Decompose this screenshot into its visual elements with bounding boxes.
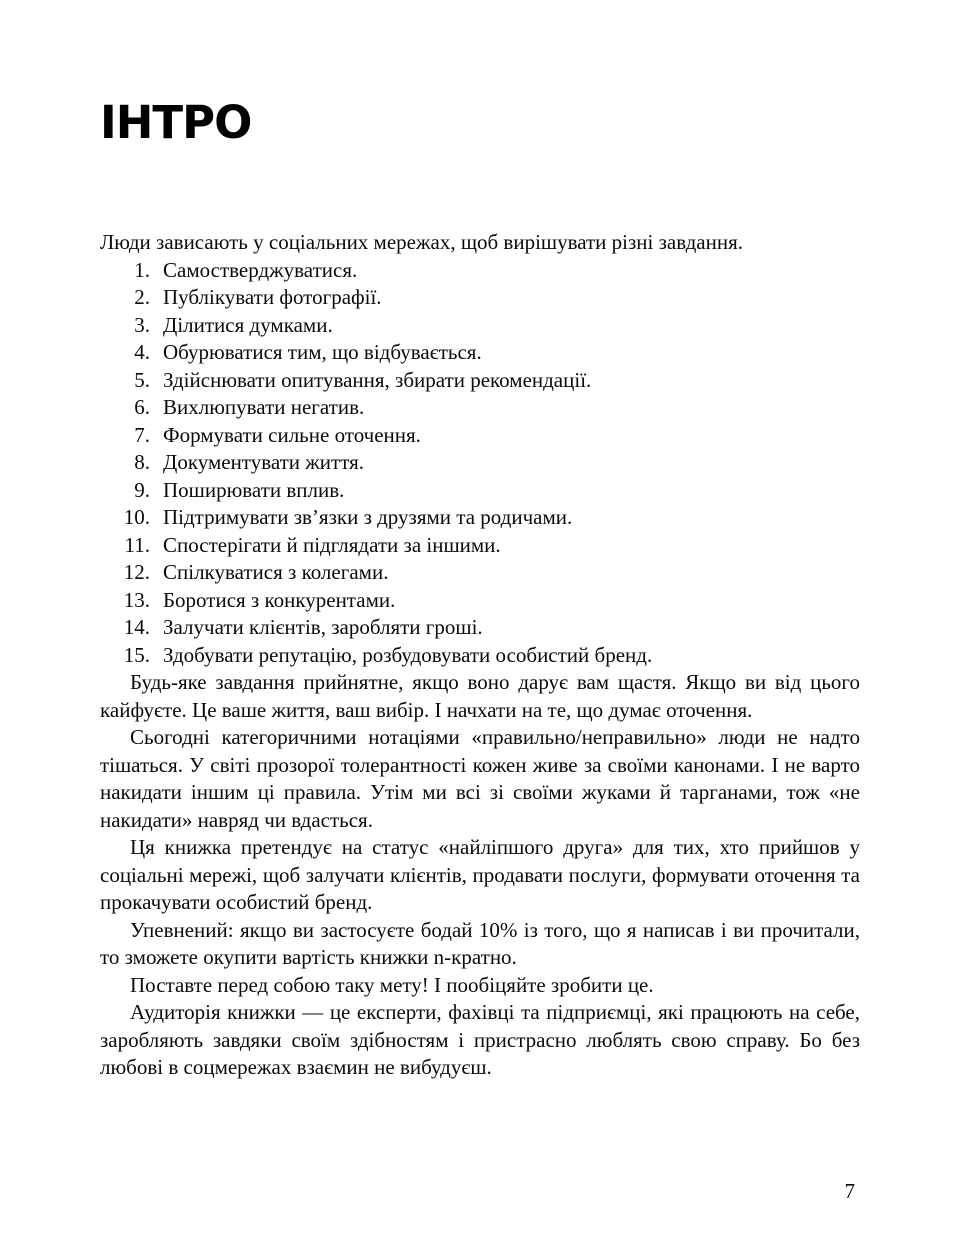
list-item-text: Поширювати вплив.: [163, 477, 345, 502]
list-item-number: 1.: [134, 257, 150, 282]
list-item: [100, 559, 860, 587]
body-paragraph: Поставте перед собою таку мету! І пообіцяйте зробити це.: [130, 972, 654, 997]
list-item-number: 14.: [123, 615, 150, 639]
chapter-title: ІНТРО: [100, 96, 252, 149]
list-item-number: 12.: [123, 560, 150, 584]
list-item: [100, 504, 860, 532]
page-number: 7: [844, 1179, 855, 1203]
list-item-number: 4.: [134, 340, 150, 364]
body-paragraph: Будь-яке завдання прийнятне, якщо воно дарує вам щастя. Якщо ви від цього кайфуєте. Це ваше життя, ваш вибір. І начхати на те, що думає оточення.: [100, 670, 860, 722]
list-item-text: Здобувати репутацію, розбудовувати особистий бренд.: [163, 642, 653, 667]
intro-paragraph: Люди зависають у соціальних мережах, щоб вирішувати різні завдання.: [100, 230, 744, 254]
list-item-text: Публікувати фотографії.: [163, 285, 382, 309]
list-item-number: 6.: [134, 395, 150, 419]
list-item: [100, 257, 860, 285]
list-item-number: 5.: [134, 367, 150, 392]
list-item-number: 13.: [123, 587, 150, 612]
list-item-number: 15.: [123, 642, 150, 667]
list-item-text: Документувати життя.: [163, 450, 365, 474]
list-item-number: 2.: [134, 285, 150, 309]
body-paragraph: Аудиторія книжки — це експерти, фахівці та підприємці, які працюють на себе, заробляють завдяки своїм здібностям і пристрасно люблять свою справу. Бо без любові в соцмережах взаємин не вибудуєш.: [100, 1000, 860, 1079]
list-item-text: Спілкуватися з колегами.: [163, 560, 389, 584]
body-paragraph: Ця книжка претендує на статус «найліпшого друга» для тих, хто прийшов у соціальні мережі, щоб залучати клієнтів, продавати послуги, формувати оточення та прокачувати особистий бренд.: [100, 835, 860, 914]
list-item: [100, 449, 860, 477]
list-item: [100, 339, 860, 367]
list-item-text: Формувати сильне оточення.: [163, 422, 421, 447]
body-paragraph: Упевнений: якщо ви застосуєте бодай 10% із того, що я написав і ви прочитали, то зможете окупити вартість книжки n-кратно.: [100, 917, 860, 969]
list-item: [100, 642, 860, 670]
list-item: [100, 367, 860, 395]
list-item-text: Залучати клієнтів, заробляти гроші.: [163, 615, 483, 639]
body-paragraph: Сьогодні категоричними нотаціями «правильно/неправильно» люди не надто тішаться. У світі прозорої толерантності кожен живе за своїми канонами. І не варто накидати іншим ці правила. Утім ми всі зі своїми жуками й тарганами, тож «не накидати» навряд чи вдасться.: [100, 725, 860, 832]
list-item-text: Підтримувати зв’язки з друзями та родичами.: [163, 505, 573, 529]
list-item-text: Обурюватися тим, що відбувається.: [163, 340, 482, 364]
list-item-number: 9.: [134, 477, 150, 502]
list-item: [100, 312, 860, 340]
list-item-text: Боротися з конкурентами.: [163, 587, 396, 612]
list-item: [100, 587, 860, 615]
list-item-text: Вихлюпувати негатив.: [163, 395, 365, 419]
list-item: [100, 614, 860, 642]
list-item-number: 3.: [134, 312, 150, 337]
page-body: [100, 229, 860, 1082]
list-item: [100, 477, 860, 505]
list-item-number: 11.: [124, 532, 150, 557]
list-item: [100, 422, 860, 450]
list-item-number: 10.: [123, 505, 150, 529]
list-item-text: Спостерігати й підглядати за іншими.: [163, 532, 501, 557]
list-item: [100, 284, 860, 312]
list-item-number: 7.: [134, 422, 150, 447]
tasks-list: [100, 257, 860, 670]
list-item-text: Здійснювати опитування, збирати рекомендації.: [163, 367, 592, 392]
list-item-text: Самостверджуватися.: [163, 257, 358, 282]
list-item: [100, 394, 860, 422]
list-item-text: Ділитися думками.: [163, 312, 333, 337]
list-item-number: 8.: [134, 450, 150, 474]
list-item: [100, 532, 860, 560]
